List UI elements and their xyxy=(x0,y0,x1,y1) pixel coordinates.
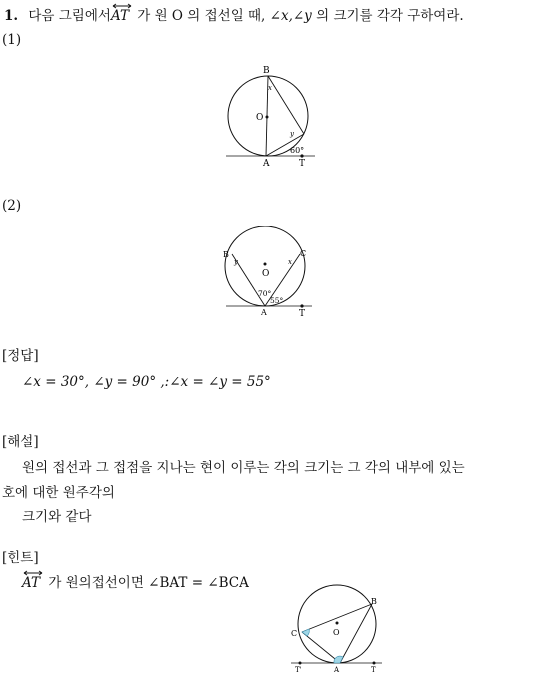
fig2-angle-55: 55° xyxy=(270,296,284,305)
fig1-label-b: B xyxy=(263,66,270,76)
figure-3 xyxy=(288,582,384,672)
fig1-angle-60: 60° xyxy=(290,146,305,155)
fig3-label-b: B xyxy=(371,597,377,606)
hint-statement: 가 원의접선이면 ∠BAT = ∠BCA xyxy=(48,575,249,591)
problem-text-before: 다음 그림에서 xyxy=(28,8,111,24)
fig2-center-dot xyxy=(264,263,267,266)
line-label: AT xyxy=(110,8,129,24)
fig2-label-b: B xyxy=(223,250,229,259)
hint-line-label: AT xyxy=(22,575,41,591)
fig3-label-t: T xyxy=(371,666,376,672)
fig2-point-t xyxy=(300,304,303,307)
explanation-line2: 호에 대한 원주각의 xyxy=(2,485,115,501)
fig1-center-dot xyxy=(266,116,269,119)
figure-1 xyxy=(220,60,320,170)
fig2-angle-70: 70° xyxy=(258,289,272,298)
double-arrow-icon xyxy=(111,3,133,9)
answer-heading: [정답] xyxy=(2,348,39,364)
hint-text xyxy=(22,575,249,591)
fig3-center-dot xyxy=(336,622,339,625)
fig1-label-x: x xyxy=(268,84,272,92)
problem-statement xyxy=(4,8,464,24)
fig2-label-a: A xyxy=(261,308,267,317)
fig1-label-t: T xyxy=(299,159,306,169)
fig2-label-x: x xyxy=(288,258,292,266)
part1-label: (1) xyxy=(2,32,22,48)
explanation-line1: 원의 접선과 그 접점을 지나는 현이 이루는 각의 크기는 그 각의 내부에 있는 xyxy=(22,460,465,476)
fig2-label-t: T xyxy=(299,309,306,319)
figure-2 xyxy=(220,226,315,321)
fig1-label-y: y xyxy=(290,130,294,138)
part2-label: (2) xyxy=(2,198,22,214)
answer-text: ∠x = 30°, ∠y = 90° ,:∠x = ∠y = 55° xyxy=(22,374,271,390)
explanation-line3: 크기와 같다 xyxy=(22,509,92,525)
line-symbol-at xyxy=(111,8,129,24)
fig1-chord-bc xyxy=(268,76,304,134)
problem-text-after: 의 크기를 각각 구하여라. xyxy=(316,8,464,24)
fig3-label-c: C xyxy=(291,629,298,638)
hint-heading: [힌트] xyxy=(2,550,39,566)
fig3-point-t xyxy=(373,662,376,665)
hint-line-symbol-at xyxy=(22,575,40,591)
fig1-label-a: A xyxy=(263,159,270,169)
fig3-angle-mark-a xyxy=(334,656,343,663)
fig1-label-o: O xyxy=(256,113,264,123)
fig3-chord-ab xyxy=(340,604,372,663)
explanation-heading: [해설] xyxy=(2,434,39,450)
problem-text-mid: 가 원 O 의 접선일 때, xyxy=(137,8,266,24)
fig3-label-a: A xyxy=(334,666,340,672)
problem-number: 1. xyxy=(4,8,19,24)
fig3-label-o: O xyxy=(333,628,340,637)
fig2-label-o: O xyxy=(262,269,270,279)
fig3-point-tp xyxy=(299,662,302,665)
problem-angles: ∠x,∠y xyxy=(269,8,312,24)
fig3-label-tp: T' xyxy=(295,666,302,672)
fig2-label-c: C xyxy=(300,249,307,258)
fig2-label-y: y xyxy=(234,258,238,266)
double-arrow-icon xyxy=(22,570,44,576)
fig3-angle-mark-c xyxy=(302,629,309,636)
